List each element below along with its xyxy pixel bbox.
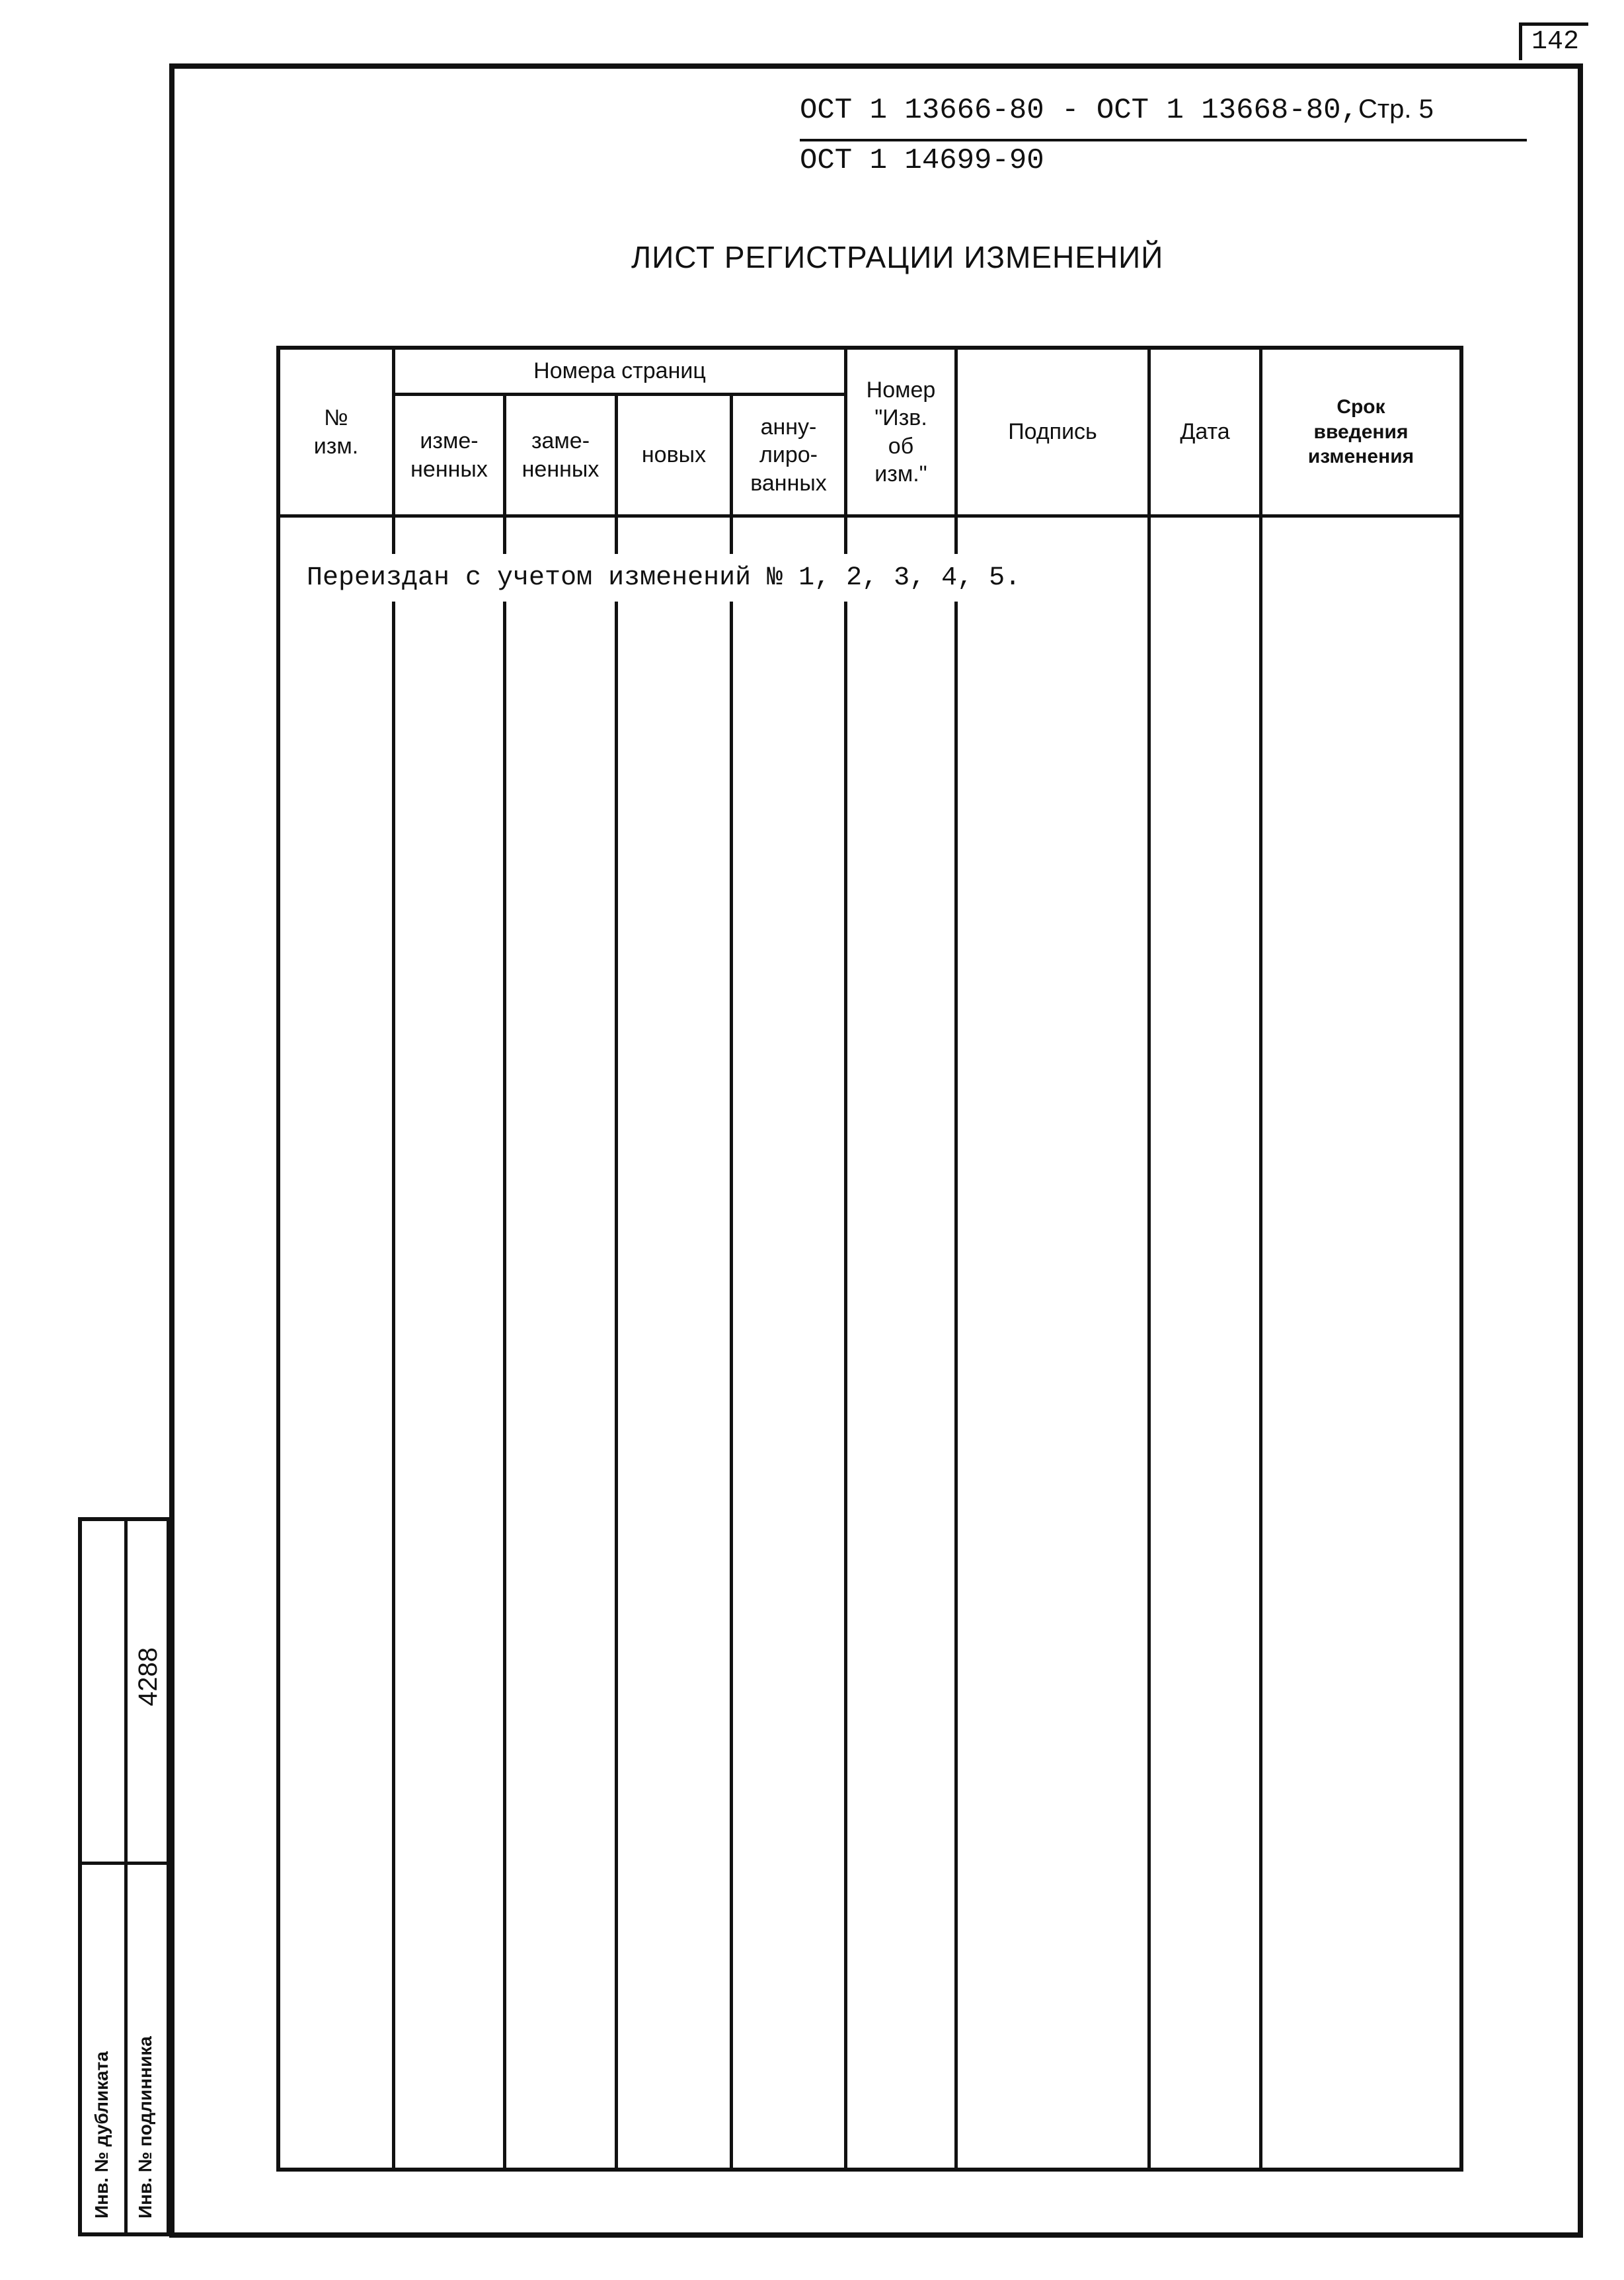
page-title: ЛИСТ РЕГИСТРАЦИИ ИЗМЕНЕНИЙ — [631, 240, 1164, 274]
header-bottom-rule — [276, 514, 1463, 518]
header-signature: Подпись — [1008, 419, 1097, 445]
header-notice-number: Номер "Изв. об изм." — [866, 377, 936, 487]
original-inventory-number: 4288 — [134, 1647, 163, 1706]
header-effective-term: Срок введения изменения — [1307, 396, 1414, 468]
original-inventory-label: Инв. № подлинника — [135, 2036, 155, 2219]
reissue-note: Переиздан с учетом изменений № 1, 2, 3, 4, 5. — [303, 563, 1025, 593]
column-divider — [954, 346, 958, 2172]
duplicate-inventory-label: Инв. № дубликата — [91, 2051, 112, 2219]
header-rule — [800, 139, 1527, 141]
document-designation-line2: ОСТ 1 14699-90 — [800, 144, 1044, 177]
column-divider — [503, 393, 506, 2172]
header-new-pages: новых — [641, 442, 707, 468]
designation-text: ОСТ 1 13666-80 - ОСТ 1 13668-80, — [800, 94, 1358, 127]
column-divider — [730, 393, 733, 2172]
header-change-number: № изм. — [313, 405, 359, 459]
header-page-numbers: Номера страниц — [533, 358, 706, 384]
column-divider — [615, 393, 618, 2172]
column-divider — [392, 346, 395, 2172]
column-divider — [844, 346, 847, 2172]
header-date: Дата — [1180, 419, 1230, 445]
document-designation-line1 — [800, 94, 1434, 127]
header-replaced-pages: заме- ненных — [522, 428, 599, 482]
header-annulled-pages: анну- лиро- ванных — [750, 414, 827, 496]
page-number: 142 — [1519, 22, 1588, 60]
stamp-divider — [124, 1521, 128, 2232]
stamp-divider — [82, 1862, 167, 1865]
column-divider — [1147, 346, 1151, 2172]
page-label: Стр. 5 — [1358, 95, 1434, 124]
column-divider — [1259, 346, 1262, 2172]
change-registration-table — [276, 346, 1463, 2172]
inventory-stamp — [78, 1517, 171, 2236]
header-changed-pages: изме- ненных — [410, 428, 488, 482]
